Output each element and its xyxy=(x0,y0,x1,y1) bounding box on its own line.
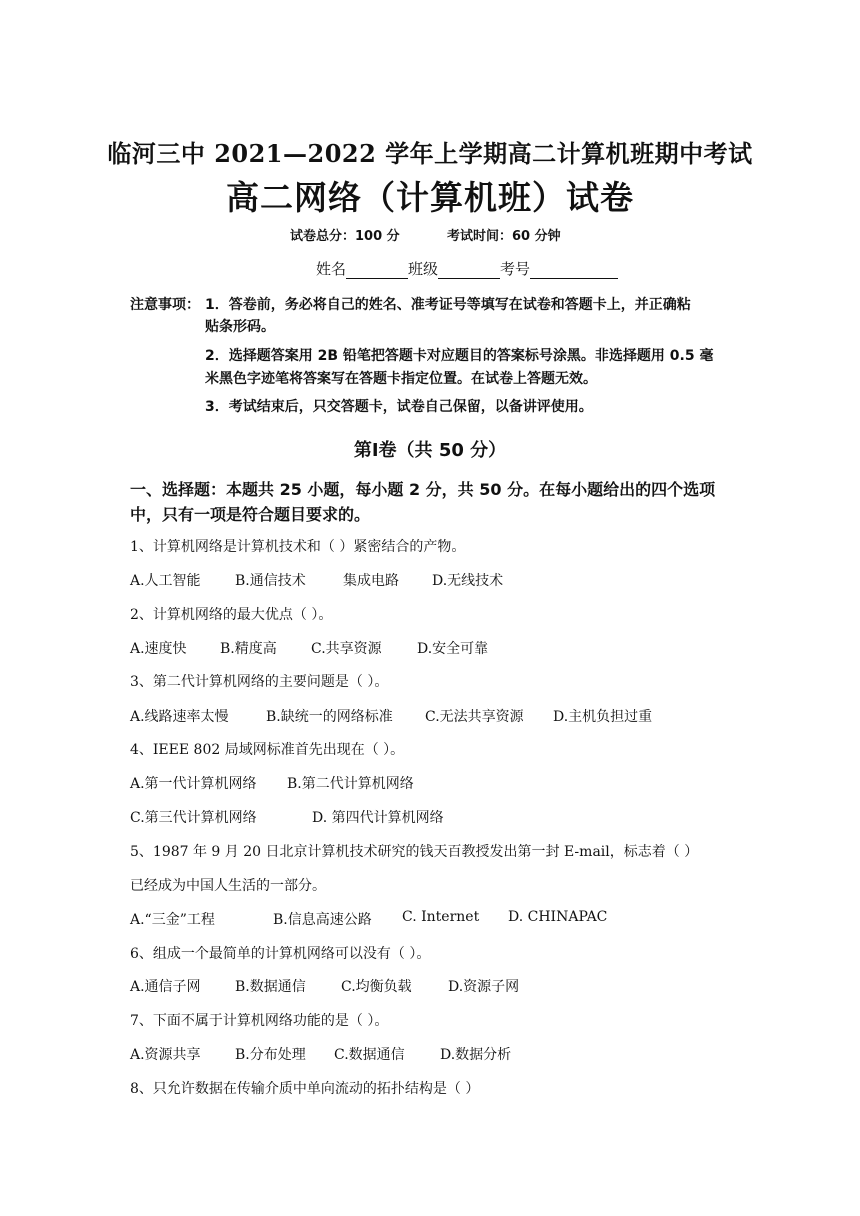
question-7-option-d: D.数据分析 xyxy=(440,1047,512,1063)
exam-time: 考试时间：60 分钟 xyxy=(447,229,561,244)
question-8-stem: 8、只允许数据在传输介质中单向流动的拓扑结构是（ ） xyxy=(130,1081,480,1097)
question-4-option-b: B.第二代计算机网络 xyxy=(287,776,414,792)
notice-item1-line2: 贴条形码。 xyxy=(205,319,275,335)
question-1-stem: 1、计算机网络是计算机技术和（ ）紧密结合的产物。 xyxy=(130,539,466,555)
question-6-option-b: B.数据通信 xyxy=(235,979,306,995)
question-1-option-d: D.无线技术 xyxy=(432,573,504,589)
question-2-option-c: C.共享资源 xyxy=(311,641,382,657)
question-4-option-d: D. 第四代计算机网络 xyxy=(312,810,444,826)
question-6-option-a: A.通信子网 xyxy=(130,979,201,995)
question-3-option-c: C.无法共享资源 xyxy=(425,709,524,725)
question-3-option-a: A.线路速率太慢 xyxy=(130,709,229,725)
question-1-option-c: 集成电路 xyxy=(343,573,399,589)
question-3-option-b: B.缺统一的网络标准 xyxy=(266,709,393,725)
notice-item1-line1: 1．答卷前，务必将自己的姓名、准考证号等填写在试卷和答题卡上，并正确粘 xyxy=(205,297,691,313)
total-score: 试卷总分：100 分 xyxy=(290,229,400,244)
question-6-stem: 6、组成一个最简单的计算机网络可以没有（ ）。 xyxy=(130,946,431,962)
question-4-stem: 4、IEEE 802 局域网标准首先出现在（ ）。 xyxy=(130,742,405,758)
notice-item2-line2: 米黑色字迹笔将答案写在答题卡指定位置。在试卷上答题无效。 xyxy=(205,371,597,387)
section-intro: 一、选择题：本题共 25 小题，每小题 2 分，共 50 分。在每小题给出的四个选项中，只有一项是符合题目要求的。 xyxy=(130,480,716,524)
question-5-option-d: D. CHINAPAC xyxy=(508,909,608,925)
question-5-stem-line1: 5、1987 年 9 月 20 日北京计算机技术研究的钱天百教授发出第一封 E-mail，标志着（ ） xyxy=(130,844,699,860)
question-5-option-a: A.“三金”工程 xyxy=(130,912,215,928)
question-1-option-a: A.人工智能 xyxy=(130,573,201,589)
name-label: 姓名 xyxy=(316,260,347,278)
question-2-option-a: A.速度快 xyxy=(130,641,187,657)
student-info-fields xyxy=(316,258,618,279)
question-2-stem: 2、计算机网络的最大优点（ ）。 xyxy=(130,607,333,623)
notice-label: 注意事项： xyxy=(130,297,200,313)
question-2-option-d: D.安全可靠 xyxy=(417,641,489,657)
question-7-stem: 7、下面不属于计算机网络功能的是（ ）。 xyxy=(130,1013,389,1029)
class-blank[interactable] xyxy=(438,263,500,279)
question-7-option-c: C.数据通信 xyxy=(334,1047,405,1063)
section-title: 第Ⅰ卷（共 50 分） xyxy=(353,440,507,461)
question-5-option-b: B.信息高速公路 xyxy=(273,912,372,928)
class-label: 班级 xyxy=(408,260,439,278)
question-3-option-d: D.主机负担过重 xyxy=(553,709,653,725)
exam-title-line2: 高二网络（计算机班）试卷 xyxy=(226,178,634,217)
id-blank[interactable] xyxy=(530,263,618,279)
name-blank[interactable] xyxy=(346,263,408,279)
question-1-option-b: B.通信技术 xyxy=(235,573,306,589)
notice-item2-line1: 2．选择题答案用 2B 铅笔把答题卡对应题目的答案标号涂黑。非选择题用 0.5 毫 xyxy=(205,348,714,364)
question-5-stem-line2: 已经成为中国人生活的一部分。 xyxy=(130,878,326,894)
exam-title-line1: 临河三中 2021—2022 学年上学期高二计算机班期中考试 xyxy=(107,139,753,168)
question-2-option-b: B.精度高 xyxy=(220,641,277,657)
question-6-option-d: D.资源子网 xyxy=(448,979,520,995)
question-5-option-c: C. Internet xyxy=(402,909,480,925)
id-label: 考号 xyxy=(500,260,531,278)
question-4-option-c: C.第三代计算机网络 xyxy=(130,810,257,826)
question-3-stem: 3、第二代计算机网络的主要问题是（ ）。 xyxy=(130,674,389,690)
notice-item3: 3．考试结束后，只交答题卡，试卷自己保留，以备讲评使用。 xyxy=(205,399,593,415)
question-6-option-c: C.均衡负载 xyxy=(341,979,412,995)
question-7-option-b: B.分布处理 xyxy=(235,1047,306,1063)
question-4-option-a: A.第一代计算机网络 xyxy=(130,776,257,792)
question-7-option-a: A.资源共享 xyxy=(130,1047,201,1063)
